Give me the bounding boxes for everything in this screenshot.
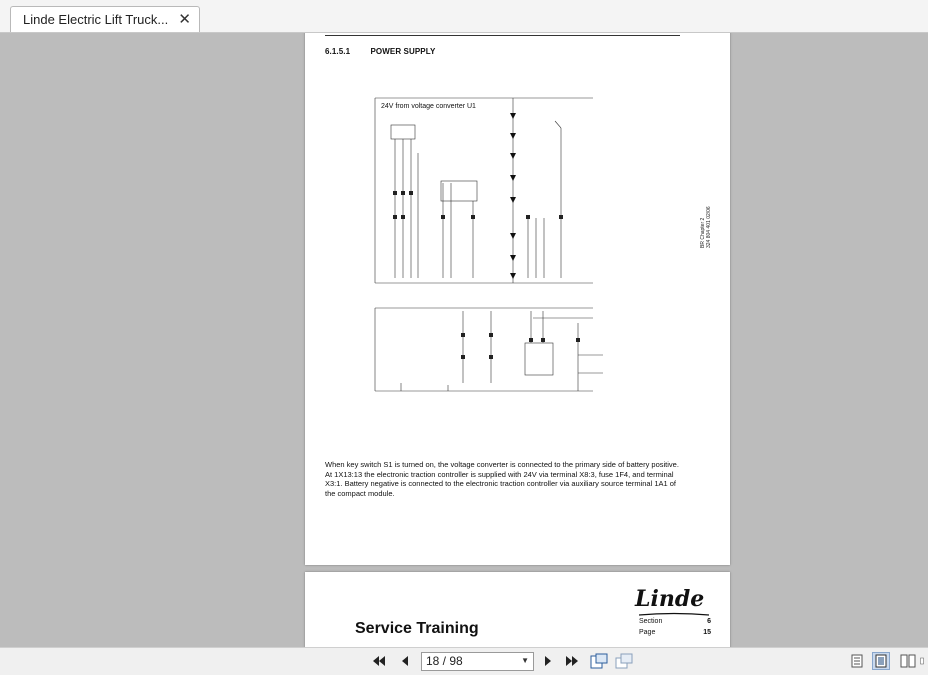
linde-logo: Linde (635, 586, 705, 612)
section-info (639, 618, 711, 640)
fit-page-icon[interactable] (590, 652, 608, 670)
page-body-text: When key switch S1 is turned on, the voltage converter is connected to the primary side of battery positive. At 1X13:13 the electronic traction controller is supplied with 24V via terminal X8:3, fuse 1F4, and terminal X3:1. Battery negative is connected to the electronic traction controller via auxiliary source terminal 1A1 of the compact module. (325, 460, 679, 498)
last-page-icon[interactable] (563, 652, 581, 670)
section-heading (325, 47, 453, 56)
tab-title: Linde Electric Lift Truck... (23, 12, 169, 27)
document-viewer[interactable] (0, 33, 928, 647)
header-rule (325, 35, 680, 36)
section-number: 6.1.5.1 (325, 47, 351, 56)
page-indicator: 18 / 98 (426, 654, 463, 668)
section-title: POWER SUPPLY (370, 47, 436, 56)
logo-underline (639, 612, 709, 616)
navigation-toolbar (0, 647, 928, 675)
next-page-icon[interactable] (539, 652, 557, 670)
fit-width-icon[interactable] (615, 652, 633, 670)
diagram-label: 24V from voltage converter U1 (381, 103, 476, 110)
first-page-icon[interactable] (370, 652, 388, 670)
document-tab[interactable] (10, 6, 200, 32)
wiring-schematic (373, 93, 603, 398)
facing-continuous-view-icon[interactable] (920, 652, 928, 670)
close-icon[interactable]: ✕ (178, 10, 191, 28)
pdf-page-current (305, 33, 730, 565)
continuous-view-icon[interactable] (872, 652, 890, 670)
section-row: Section 6 (639, 618, 711, 625)
prev-page-icon[interactable] (396, 652, 414, 670)
chevron-down-icon: ▼ (521, 656, 529, 665)
page-title: Service Training (355, 620, 479, 637)
document-code: BR Chapter 2 324 804 401 02/06 (700, 206, 712, 248)
pdf-page-next (305, 572, 730, 647)
tab-bar (0, 0, 928, 33)
two-page-view-icon[interactable] (899, 652, 917, 670)
page-number-select[interactable] (421, 652, 534, 671)
page-row: Page 15 (639, 629, 711, 636)
single-page-view-icon[interactable] (848, 652, 866, 670)
